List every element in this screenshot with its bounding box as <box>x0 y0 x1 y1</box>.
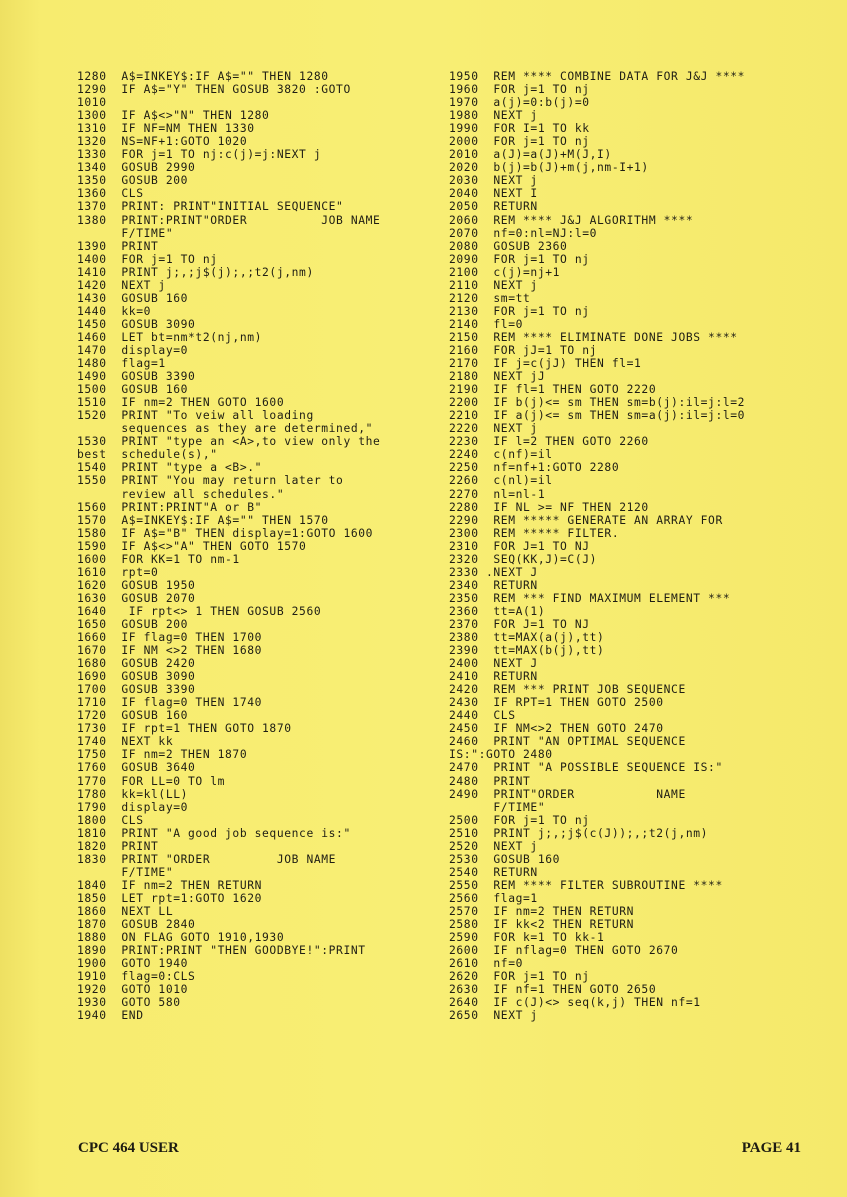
code-line: 1540 PRINT "type a <B>." <box>77 461 263 475</box>
code-line: 1650 GOSUB 200 <box>77 617 189 631</box>
code-line: 1400 FOR j=1 TO nj <box>77 252 218 266</box>
listing-right-column <box>449 70 839 1022</box>
code-line: 2320 SEQ(KK,J)=C(J) <box>449 552 598 566</box>
code-line: 2420 REM *** PRINT JOB SEQUENCE <box>449 683 686 697</box>
code-line: 2200 IF b(j)<= sm THEN sm=b(j):il=j:l=2 <box>449 396 746 410</box>
code-line: 2470 PRINT "A POSSIBLE SEQUENCE IS:" <box>449 761 723 775</box>
code-line: 1910 flag=0:CLS <box>77 970 196 984</box>
code-line: 2550 REM **** FILTER SUBROUTINE **** <box>449 878 723 892</box>
code-line: 1390 PRINT <box>77 239 159 253</box>
code-line: IS:":GOTO 2480 <box>449 748 553 762</box>
page-number: PAGE 41 <box>741 1140 801 1156</box>
code-line: 2020 b(j)=b(J)+m(j,nm-I+1) <box>449 161 649 175</box>
code-line: 2060 REM **** J&J ALGORITHM **** <box>449 213 694 227</box>
code-line: 2230 IF l=2 THEN GOTO 2260 <box>449 435 649 449</box>
code-line: 2260 c(nl)=il <box>449 474 553 488</box>
code-line: 2240 c(nf)=il <box>449 448 553 462</box>
code-line: 2340 RETURN <box>449 578 538 592</box>
listing-left-column <box>77 70 437 1022</box>
code-line: 2330 .NEXT J <box>449 565 538 579</box>
code-line: 1930 GOTO 580 <box>77 996 181 1010</box>
code-line: 2120 sm=tt <box>449 291 531 305</box>
code-line: 2050 RETURN <box>449 200 538 214</box>
code-line: 2250 nf=nf+1:GOTO 2280 <box>449 461 620 475</box>
code-line: 1760 GOSUB 3640 <box>77 761 196 775</box>
code-line: 1770 FOR LL=0 TO lm <box>77 774 226 788</box>
code-line: 1780 kk=kl(LL) <box>77 787 189 801</box>
code-line: 2640 IF c(J)<> seq(k,j) THEN nf=1 <box>449 996 701 1010</box>
code-line: 1560 PRINT:PRINT"A or B" <box>77 500 263 514</box>
code-line: 2070 nf=0:nl=NJ:l=0 <box>449 226 598 240</box>
code-line: 1700 GOSUB 3390 <box>77 683 196 697</box>
code-line: 2360 tt=A(1) <box>449 604 546 618</box>
code-line: 1710 IF flag=0 THEN 1740 <box>77 696 263 710</box>
code-line: 1990 FOR I=1 TO kk <box>449 122 590 136</box>
code-line: 1490 GOSUB 3390 <box>77 370 196 384</box>
code-line: 2510 PRINT j;,;j$(c(J));,;t2(j,nm) <box>449 826 709 840</box>
code-line: 1890 PRINT:PRINT "THEN GOODBYE!":PRINT <box>77 944 366 958</box>
code-line: 1530 PRINT "type an <A>,to view only the <box>77 435 381 449</box>
code-line: 1570 A$=INKEY$:IF A$="" THEN 1570 <box>77 513 329 527</box>
code-line: 1670 IF NM <>2 THEN 1680 <box>77 644 263 658</box>
code-line: 2620 FOR j=1 TO nj <box>449 970 590 984</box>
code-line: 1730 IF rpt=1 THEN GOTO 1870 <box>77 722 292 736</box>
code-line: 2090 FOR j=1 TO nj <box>449 252 590 266</box>
code-line: 1980 NEXT j <box>449 109 538 123</box>
code-line: 1410 PRINT j;,;j$(j);,;t2(j,nm) <box>77 265 314 279</box>
code-line: 2540 RETURN <box>449 865 538 879</box>
code-line: best schedule(s)," <box>77 448 218 462</box>
code-line: 2180 NEXT jJ <box>449 370 546 384</box>
code-line: 1800 CLS <box>77 813 144 827</box>
code-line: 2440 CLS <box>449 709 516 723</box>
code-line: 2170 IF j=c(jJ) THEN fl=1 <box>449 357 642 371</box>
code-line: 1850 LET rpt=1:GOTO 1620 <box>77 891 263 905</box>
code-line: F/TIME" <box>77 226 174 240</box>
code-line: 2630 IF nf=1 THEN GOTO 2650 <box>449 983 657 997</box>
code-line: 1520 PRINT "To veiw all loading <box>77 409 314 423</box>
code-line: 1750 IF nm=2 THEN 1870 <box>77 748 248 762</box>
code-line: 1360 CLS <box>77 187 144 201</box>
code-line: 2560 flag=1 <box>449 891 538 905</box>
code-line: 1440 kk=0 <box>77 304 152 318</box>
code-line: 2610 nf=0 <box>449 957 524 971</box>
code-line: 1720 GOSUB 160 <box>77 709 189 723</box>
code-line: 2130 FOR j=1 TO nj <box>449 304 590 318</box>
code-line: 1330 FOR j=1 TO nj:c(j)=j:NEXT j <box>77 148 322 162</box>
code-line: 2480 PRINT <box>449 774 531 788</box>
code-line: 1450 GOSUB 3090 <box>77 317 196 331</box>
code-line: 1830 PRINT "ORDER JOB NAME <box>77 852 337 866</box>
code-line: 1480 flag=1 <box>77 357 166 371</box>
code-line: 1290 IF A$="Y" THEN GOSUB 3820 :GOTO <box>77 83 351 97</box>
code-line: 2210 IF a(j)<= sm THEN sm=a(j):il=j:l=0 <box>449 409 746 423</box>
code-line: 1620 GOSUB 1950 <box>77 578 196 592</box>
code-line: 1880 ON FLAG GOTO 1910,1930 <box>77 931 285 945</box>
code-line: 2040 NEXT I <box>449 187 538 201</box>
code-line: 1950 REM **** COMBINE DATA FOR J&J **** <box>449 70 746 83</box>
code-line: 1430 GOSUB 160 <box>77 291 189 305</box>
code-line: 1590 IF A$<>"A" THEN GOTO 1570 <box>77 539 307 553</box>
code-line: 1420 NEXT j <box>77 278 166 292</box>
code-line: 2080 GOSUB 2360 <box>449 239 568 253</box>
code-line: 1900 GOTO 1940 <box>77 957 189 971</box>
code-line: 2140 fl=0 <box>449 317 524 331</box>
code-line: 1500 GOSUB 160 <box>77 383 189 397</box>
code-line: F/TIME" <box>77 865 174 879</box>
code-line: 1310 IF NF=NM THEN 1330 <box>77 122 255 136</box>
code-line: 2220 NEXT j <box>449 422 538 436</box>
code-line: 2600 IF nflag=0 THEN GOTO 2670 <box>449 944 679 958</box>
code-line: 2370 FOR J=1 TO NJ <box>449 617 590 631</box>
code-line: 1340 GOSUB 2990 <box>77 161 196 175</box>
code-line: 2000 FOR j=1 TO nj <box>449 135 590 149</box>
code-line: 1580 IF A$="B" THEN display=1:GOTO 1600 <box>77 526 374 540</box>
code-line: 1740 NEXT kk <box>77 735 174 749</box>
code-line: 1460 LET bt=nm*t2(nj,nm) <box>77 330 263 344</box>
code-line: 2280 IF NL >= NF THEN 2120 <box>449 500 649 514</box>
code-line: 1370 PRINT: PRINT"INITIAL SEQUENCE" <box>77 200 344 214</box>
code-line: 1550 PRINT "You may return later to <box>77 474 344 488</box>
code-line: 2650 NEXT j <box>449 1009 538 1023</box>
code-line: 1300 IF A$<>"N" THEN 1280 <box>77 109 270 123</box>
code-line: 2460 PRINT "AN OPTIMAL SEQUENCE <box>449 735 686 749</box>
magazine-title: CPC 464 USER <box>78 1140 179 1156</box>
code-line: 2160 FOR jJ=1 TO nj <box>449 343 598 357</box>
code-line: F/TIME" <box>449 800 546 814</box>
code-line: 1470 display=0 <box>77 343 189 357</box>
code-line: 2580 IF kk<2 THEN RETURN <box>449 918 635 932</box>
code-line: 2150 REM **** ELIMINATE DONE JOBS **** <box>449 330 738 344</box>
code-line: review all schedules." <box>77 487 285 501</box>
code-line: 1510 IF nm=2 THEN GOTO 1600 <box>77 396 285 410</box>
code-line: 2100 c(j)=nj+1 <box>449 265 561 279</box>
code-line: 1010 <box>77 96 107 110</box>
code-line: 2520 NEXT j <box>449 839 538 853</box>
code-line: 2270 nl=nl-1 <box>449 487 546 501</box>
code-line: 1940 END <box>77 1009 144 1023</box>
code-line: 2030 NEXT j <box>449 174 538 188</box>
code-line: 1690 GOSUB 3090 <box>77 670 196 684</box>
code-line: 1600 FOR KK=1 TO nm-1 <box>77 552 240 566</box>
code-line: 2300 REM ***** FILTER. <box>449 526 620 540</box>
code-line: 1610 rpt=0 <box>77 565 159 579</box>
code-line: 1840 IF nm=2 THEN RETURN <box>77 878 263 892</box>
code-line: 1790 display=0 <box>77 800 189 814</box>
code-line: 1970 a(j)=0:b(j)=0 <box>449 96 590 110</box>
code-line: 1960 FOR j=1 TO nj <box>449 83 590 97</box>
code-line: 2110 NEXT j <box>449 278 538 292</box>
code-line: 1870 GOSUB 2840 <box>77 918 196 932</box>
code-line: 2530 GOSUB 160 <box>449 852 561 866</box>
code-line: 1820 PRINT <box>77 839 159 853</box>
code-line: 2450 IF NM<>2 THEN GOTO 2470 <box>449 722 664 736</box>
code-line: 2570 IF nm=2 THEN RETURN <box>449 905 635 918</box>
code-line: 2310 FOR J=1 TO NJ <box>449 539 590 553</box>
code-line: sequences as they are determined," <box>77 422 374 436</box>
code-line: 1280 A$=INKEY$:IF A$="" THEN 1280 <box>77 70 329 83</box>
code-line: 1630 GOSUB 2070 <box>77 591 196 605</box>
code-line: 1350 GOSUB 200 <box>77 174 189 188</box>
code-line: 2380 tt=MAX(a(j),tt) <box>449 631 605 645</box>
code-line: 2500 FOR j=1 TO nj <box>449 813 590 827</box>
code-line: 2190 IF fl=1 THEN GOTO 2220 <box>449 383 657 397</box>
code-line: 2400 NEXT J <box>449 657 538 671</box>
code-line: 2490 PRINT"ORDER NAME <box>449 787 686 801</box>
code-line: 2010 a(J)=a(J)+M(J,I) <box>449 148 612 162</box>
code-line: 2290 REM ***** GENERATE AN ARRAY FOR <box>449 513 723 527</box>
code-line: 1640 IF rpt<> 1 THEN GOSUB 2560 <box>77 604 322 618</box>
code-line: 2350 REM *** FIND MAXIMUM ELEMENT *** <box>449 591 731 605</box>
code-line: 1380 PRINT:PRINT"ORDER JOB NAME <box>77 213 381 227</box>
code-line: 2410 RETURN <box>449 670 538 684</box>
code-line: 2430 IF RPT=1 THEN GOTO 2500 <box>449 696 664 710</box>
code-line: 2590 FOR k=1 TO kk-1 <box>449 931 605 945</box>
code-line: 1320 NS=NF+1:GOTO 1020 <box>77 135 248 149</box>
code-line: 1810 PRINT "A good job sequence is:" <box>77 826 351 840</box>
code-line: 1660 IF flag=0 THEN 1700 <box>77 631 263 645</box>
code-line: 1680 GOSUB 2420 <box>77 657 196 671</box>
code-line: 2390 tt=MAX(b(j),tt) <box>449 644 605 658</box>
code-line: 1860 NEXT LL <box>77 905 174 918</box>
code-line: 1920 GOTO 1010 <box>77 983 189 997</box>
